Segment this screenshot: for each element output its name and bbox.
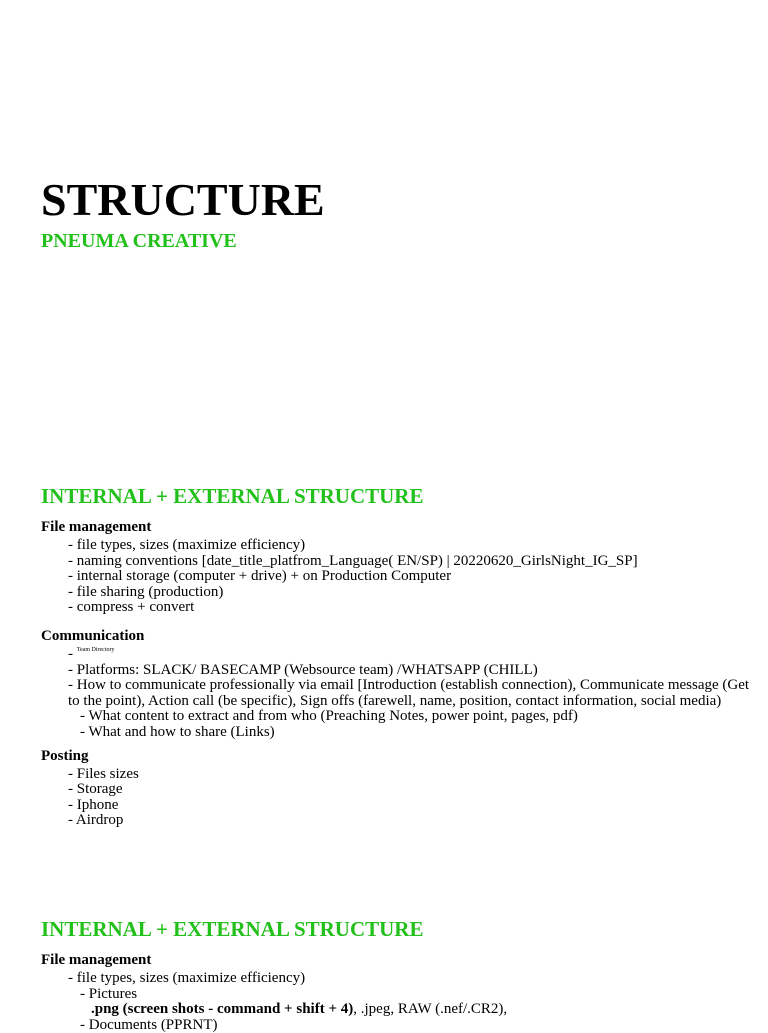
list-item: - What content to extract and from who (Preaching Notes, power point, pages, pdf)	[80, 708, 578, 725]
list-item: - internal storage (computer + drive) + on Production Computer	[68, 568, 452, 585]
page-subtitle: PNEUMA CREATIVE	[41, 230, 237, 252]
list-item: - naming conventions [date_title_platfrom_Language( EN/SP) | 20220620_GirlsNight_IG_SP]	[68, 552, 638, 569]
communication-list	[41, 647, 751, 741]
list-item: - Platforms: SLACK/ BASECAMP (Websource team) /WHATSAPP (CHILL)	[68, 661, 538, 678]
list-item: - Iphone	[68, 796, 119, 813]
section-heading: INTERNAL + EXTERNAL STRUCTURE	[41, 484, 424, 508]
list-item: - Airdrop	[68, 812, 124, 829]
list-item: - file sharing (production)	[68, 583, 224, 600]
list-item: - Storage	[68, 781, 123, 798]
posting-heading: Posting	[41, 747, 89, 764]
file-management-list	[41, 538, 751, 616]
png-format-text: .png (screen shots - command + shift + 4)	[91, 1001, 354, 1018]
list-item: - Files sizes	[68, 765, 139, 782]
dash: -	[68, 645, 77, 662]
list-item: - compress + convert	[68, 599, 195, 616]
file-management-block	[41, 518, 751, 616]
communication-heading: Communication	[41, 627, 145, 644]
section-internal-external-1	[41, 483, 751, 829]
other-formats-text: , .jpeg, RAW (.nef/.CR2),	[353, 1001, 508, 1018]
section-heading: INTERNAL + EXTERNAL STRUCTURE	[41, 917, 424, 941]
communication-block	[41, 627, 751, 741]
file-management-heading: File management	[41, 519, 152, 535]
list-item: - file types, sizes (maximize efficiency)	[68, 970, 306, 986]
list-item-email	[41, 678, 751, 709]
list-item-formats	[41, 1002, 751, 1018]
page-title: STRUCTURE	[41, 174, 325, 225]
posting-list	[41, 767, 751, 829]
section-internal-external-2	[41, 916, 751, 1033]
list-item-team-directory	[41, 647, 751, 663]
email-guidance-text: - How to communicate professionally via email [Introduction (establish connection), Communicate message (Get to the point), Action call (be specific), Sign offs (farewell, name, position, contact information, social media)	[68, 677, 750, 709]
file-management-heading: File management	[41, 952, 152, 968]
team-directory-link[interactable]: Team Directory	[76, 646, 115, 653]
list-item: - file types, sizes (maximize efficiency)	[68, 537, 306, 553]
list-item: - Documents (PPRNT)	[80, 1016, 218, 1033]
list-item: - Pictures	[80, 985, 138, 1002]
file-management-block-2	[41, 951, 751, 1033]
posting-block	[41, 747, 751, 829]
list-item: - What and how to share (Links)	[80, 723, 275, 740]
